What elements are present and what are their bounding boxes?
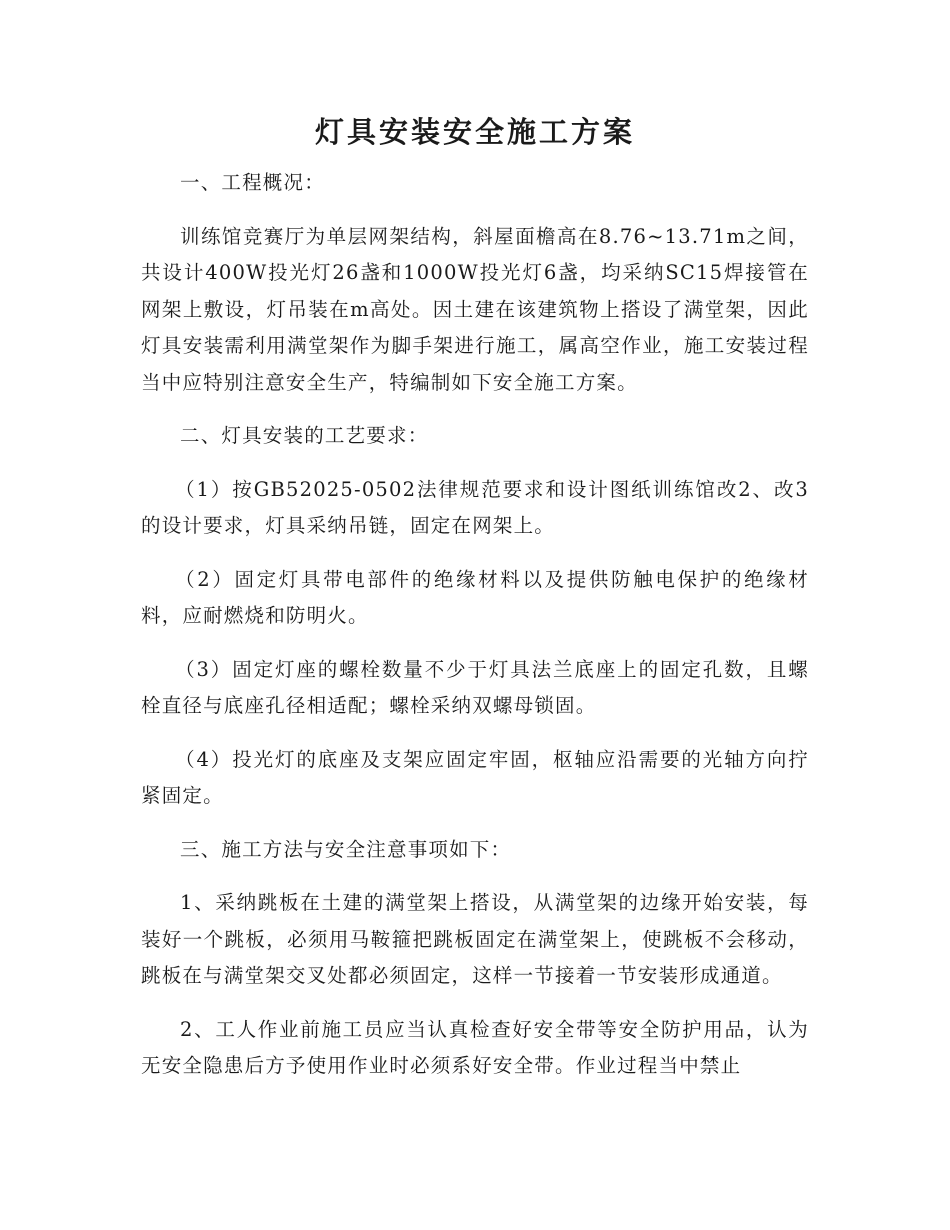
paragraph-overview: 训练馆竞赛厅为单层网架结构，斜屋面檐高在8.76~13.71m之间，共设计400W投光灯26盏和1000W投光灯6盏，均采纳SC15焊接管在网架上敷设，灯吊装在m高处。因土建在该建筑物上搭设了满堂架，因此灯具安装需利用满堂架作为脚手架进行施工，属高空作业，施工安装过程当中应特别注意安全生产，特编制如下安全施工方案。 xyxy=(141,224,809,394)
section-heading-requirements: 二、灯具安装的工艺要求： xyxy=(180,424,429,447)
section-heading-overview: 一、工程概况： xyxy=(180,171,325,194)
requirement-item-2: （2）固定灯具带电部件的绝缘材料以及提供防触电保护的绝缘材料，应耐燃烧和防明火。 xyxy=(141,567,809,627)
requirement-item-4: （4）投光灯的底座及支架应固定牢固，枢轴应沿需要的光轴方向拧紧固定。 xyxy=(141,747,809,807)
document-title: 灯具安装安全施工方案 xyxy=(314,115,635,149)
section-heading-methods: 三、施工方法与安全注意事项如下： xyxy=(180,837,512,861)
method-item-1: 1、采纳跳板在土建的满堂架上搭设，从满堂架的边缘开始安装，每装好一个跳板，必须用马鞍箍把跳板固定在满堂架上，使跳板不会移动，跳板在与满堂架交叉处都必须固定，这样一节接着一节安装形成通道。 xyxy=(141,891,809,987)
method-item-2: 2、工人作业前施工员应当认真检查好安全带等安全防护用品，认为无安全隐患后方予使用作业时必须系好安全带。作业过程当中禁止 xyxy=(141,1017,809,1077)
requirement-item-1: （1）按GB52025-0502法律规范要求和设计图纸训练馆改2、改3的设计要求，灯具采纳吊链，固定在网架上。 xyxy=(141,477,809,537)
document-body xyxy=(141,165,809,1085)
requirement-item-3: （3）固定灯座的螺栓数量不少于灯具法兰底座上的固定孔数，且螺栓直径与底座孔径相适配；螺栓采纳双螺母锁固。 xyxy=(141,657,809,717)
